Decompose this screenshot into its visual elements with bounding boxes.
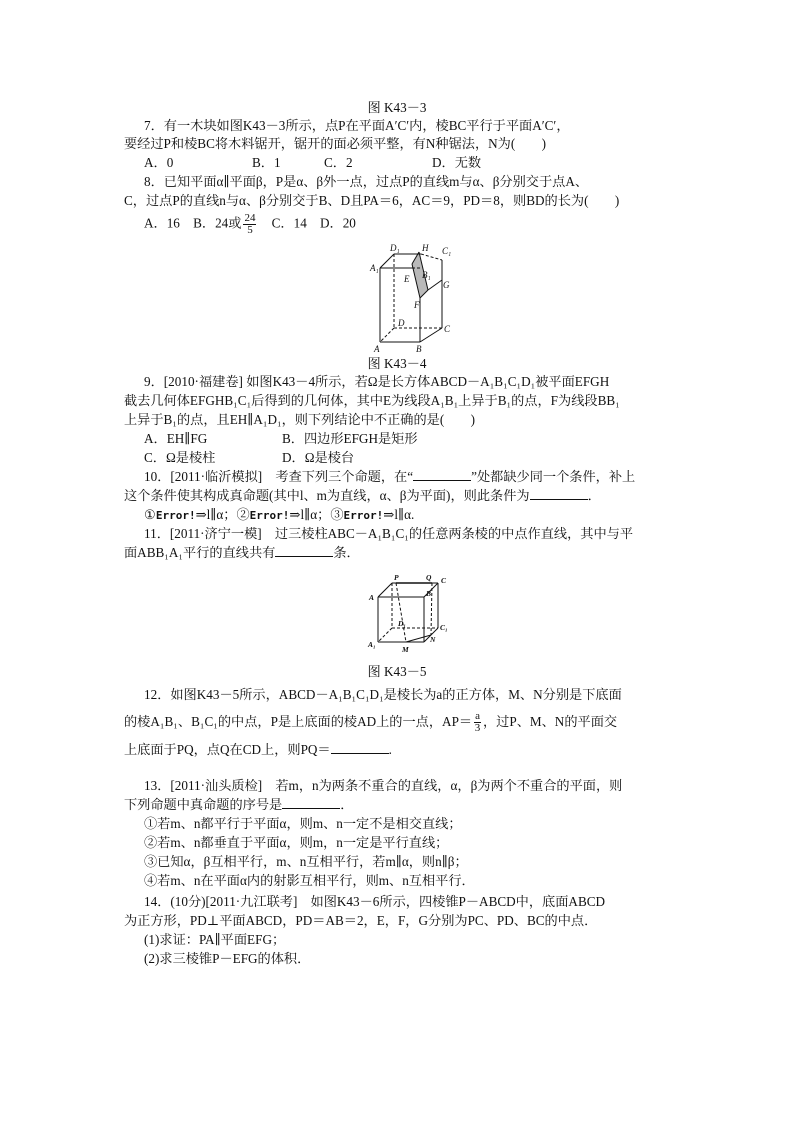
- fig4-label-b: B: [416, 344, 422, 354]
- q12-line3-text-a: 上底面于PQ，点Q在CD上，则PQ＝: [124, 742, 331, 757]
- q13-line2: [124, 795, 684, 815]
- fig4-label-a1: A₁: [370, 263, 379, 273]
- q12-fraction-num: a: [475, 710, 480, 723]
- fig5-label-q: Q: [426, 573, 432, 582]
- q7-option-d: D．无数: [432, 155, 482, 170]
- q10-line1-text-a: 10．[2011·临沂模拟] 考查下列三个命题，在“: [144, 469, 414, 484]
- fig5-label-p: P: [394, 573, 399, 582]
- q10-item-2-rest: ⇒l∥α；③: [289, 507, 344, 522]
- q7-line2: 要经过P和棱BC将木料锯开，锯开的面必须平整，有N种锯法，N为( ): [124, 136, 547, 151]
- q10-blank-2: [530, 487, 588, 500]
- fig4-label-d: D: [398, 318, 405, 328]
- q12-line2-text-a: 的棱A₁B₁、B₁C₁的中点，P是上底面的棱AD上的一点，AP＝: [124, 714, 473, 729]
- q9-line3: 上异于B₁的点，且EH∥A₁D₁，则下列结论中不正确的是( ): [124, 412, 476, 427]
- q8-line2: C，过点P的直线n与α、β分别交于B、D且PA＝6，AC＝9，PD＝8，则BD的长为( ): [124, 193, 620, 208]
- figure-k43-4-caption: 图 K43－4: [367, 356, 427, 371]
- q9-line2: 截去几何体EFGHB₁C₁后得到的几何体，其中E为线段A₁B₁上异于B₁的点，F为线段BB₁: [124, 393, 620, 408]
- fig5-label-d1: D₁: [398, 619, 407, 628]
- q9-options-cd: [144, 448, 704, 468]
- q8-fraction-num: 24: [244, 212, 256, 224]
- fig4-label-f: F: [414, 300, 420, 310]
- q8-line1: 8．已知平面α∥平面β，P是α、β外一点，过点P的直线m与α、β分别交于点A、: [144, 174, 589, 189]
- fig4-label-c: C: [444, 324, 451, 334]
- fig4-label-c1: C₁: [442, 246, 452, 256]
- q14-subquestion-2: (2)求三棱锥P－EFG的体积．: [144, 951, 311, 966]
- q13-blank: [282, 796, 340, 809]
- fig5-label-a1: A₁: [368, 640, 376, 649]
- fig4-label-g: G: [443, 280, 450, 290]
- q13-line1: 13．[2011·汕头质检] 若m，n为两条不重合的直线，α，β为两个不重合的平面，则: [144, 778, 623, 793]
- q9-option-b: B．四边形EFGH是矩形: [282, 431, 418, 446]
- q8-fraction-den: 5: [247, 224, 253, 236]
- fig5-label-b: B: [426, 589, 432, 598]
- figure-k43-3-caption: 图 K43－3: [367, 100, 427, 115]
- figure-k43-4-cuboid: [360, 240, 460, 358]
- q8-option-a-b: A．16 B．24或: [144, 215, 242, 231]
- q11-line2: [124, 543, 684, 563]
- q12-line3: [124, 738, 684, 762]
- q8-options: [144, 213, 704, 236]
- q10-line2-text-a: 这个条件使其构成真命题(其中l、m为直线，α、β为平面)，则此条件为: [124, 488, 530, 503]
- q10-error-2: Error!: [249, 509, 290, 522]
- q12-line1: 12．如图K43－5所示，ABCD－A₁B₁C₁D₁是棱长为a的正方体，M、N分别是下底面: [144, 687, 622, 702]
- q10-line1: [144, 467, 704, 487]
- q11-line2-text-b: 条．: [333, 545, 360, 560]
- q12-line2: [124, 710, 684, 734]
- q10-error-1: Error!: [155, 509, 196, 522]
- q7-option-a: A．0: [144, 155, 174, 170]
- q13-item-2: ②若m、n都垂直于平面α，则m，n一定是平行直线；: [144, 835, 449, 850]
- q9-option-a: A．EH∥FG: [144, 431, 208, 446]
- fig5-label-c: C: [441, 576, 447, 585]
- q11-blank: [275, 544, 333, 557]
- q7-option-b: B．1: [252, 155, 281, 170]
- q10-item-1-marker: ①: [144, 507, 156, 522]
- q12-line3-text-b: .: [388, 742, 392, 757]
- q14-line2: 为正方形，PD⊥平面ABCD，PD＝AB＝2，E，F，G分别为PC、PD、BC的中点．: [124, 913, 598, 928]
- q11-line2-text-a: 面ABB₁A₁平行的直线共有: [124, 545, 276, 560]
- q12-fraction: [474, 711, 481, 734]
- figure-k43-5-cube: [366, 572, 456, 654]
- fig4-label-b1: B₁: [422, 270, 431, 280]
- q10-blank-1: [413, 468, 471, 481]
- q14-subquestion-1: (1)求证：PA∥平面EFG；: [144, 932, 286, 947]
- q10-item-1-rest: ⇒l∥α；②: [195, 507, 250, 522]
- q8-fraction: [243, 213, 256, 236]
- q11-line1: 11．[2011·济宁一模] 过三棱柱ABC－A₁B₁C₁的任意两条棱的中点作直线，其中与平: [144, 526, 634, 541]
- q9-option-d: D．Ω是棱台: [282, 450, 355, 465]
- fig4-label-h: H: [422, 243, 429, 253]
- q10-line1-text-b: ”处都缺少同一个条件，补上: [471, 469, 636, 484]
- q12-fraction-den: 3: [474, 722, 481, 735]
- q12-blank: [331, 741, 389, 754]
- fig4-label-e: E: [404, 274, 410, 284]
- q9-options-ab: [144, 429, 704, 449]
- q12-line2-text-b: ，过P、M、N的平面交: [483, 714, 618, 729]
- q7-line1: 7．有一木块如图K43－3所示，点P在平面A′C′内，棱BC平行于平面A′C′，: [144, 118, 570, 133]
- fig4-label-d1: D₁: [390, 243, 400, 253]
- q7-option-c: C．2: [324, 155, 353, 170]
- q13-line2-text-a: 下列命题中真命题的序号是: [124, 797, 283, 812]
- fig5-label-a: A: [369, 593, 375, 602]
- figure-k43-5-caption: 图 K43－5: [367, 664, 427, 679]
- fig5-label-m: M: [402, 645, 409, 654]
- q13-item-3: ③已知α，β互相平行，m、n互相平行，若m∥α，则n∥β；: [144, 854, 468, 869]
- q13-item-1: ①若m、n都平行于平面α，则m、n一定不是相交直线；: [144, 816, 462, 831]
- fig4-label-a: A: [374, 344, 380, 354]
- q10-line2: [124, 486, 684, 506]
- q13-line2-text-b: ．: [340, 797, 354, 812]
- q7-options: [144, 153, 704, 173]
- q10-item-3-rest: ⇒l∥α.: [383, 507, 415, 522]
- q9-line1: 9．[2010·福建卷] 如图K43－4所示，若Ω是长方体ABCD－A₁B₁C₁D₁被平面EFGH: [144, 374, 610, 389]
- fig5-label-c1: C₁: [440, 623, 448, 632]
- q13-item-4: ④若m、n在平面α内的射影互相平行，则m、n互相平行．: [144, 873, 475, 888]
- fig5-label-n: N: [430, 635, 436, 644]
- q14-line1: 14．(10分)[2011·九江联考] 如图K43－6所示，四棱锥P－ABCD中，底面ABCD: [144, 894, 606, 909]
- q8-option-c-d: C．14 D．20: [258, 215, 356, 231]
- q10-line2-text-b: ．: [587, 488, 601, 503]
- q9-option-c: C．Ω是棱柱: [144, 450, 216, 465]
- q10-propositions: [144, 505, 704, 526]
- q10-error-3: Error!: [343, 509, 384, 522]
